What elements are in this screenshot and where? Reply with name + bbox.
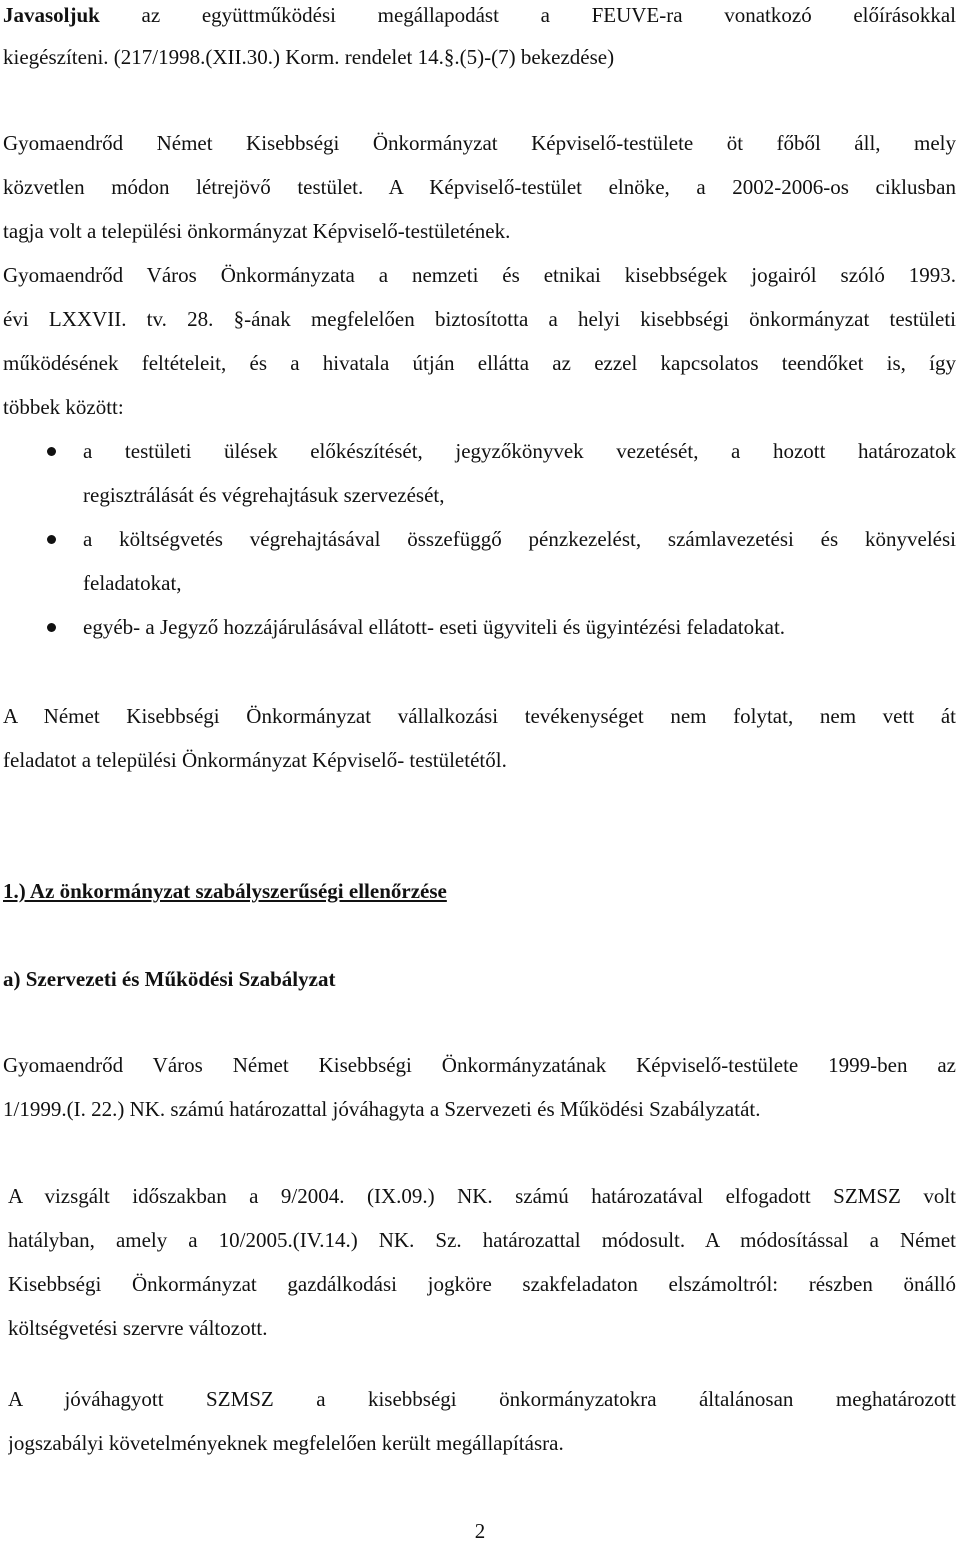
section-heading <box>3 876 956 906</box>
bullet-dot-icon <box>47 535 56 544</box>
bullet-item-line: regisztrálását és végrehajtásuk szervezését, <box>83 483 445 507</box>
bullet-dot-icon <box>47 447 56 456</box>
paragraph-2-line: tagja volt a települési önkormányzat Képviselő-testületének. <box>3 219 511 243</box>
paragraph-5-line: hatályban, amely a 10/2005.(IV.14.) NK. Sz. határozattal módosult. A módosítással a Német <box>8 1228 956 1252</box>
paragraph-2-line: Gyomaendrőd Város Önkormányzata a nemzeti és etnikai kisebbségek jogairól szóló 1993. <box>3 263 956 287</box>
paragraph-2-line: Gyomaendrőd Német Kisebbségi Önkormányzat Képviselő-testülete öt főből áll, mely <box>3 131 956 155</box>
paragraph-1-line-1 <box>3 0 956 30</box>
bullet-item-line: feladatokat, <box>83 571 182 595</box>
paragraph-1-line-2: kiegészíteni. (217/1998.(XII.30.) Korm. rendelet 14.§.(5)-(7) bekezdése) <box>3 45 615 69</box>
recommendation-keyword: Javasoljuk <box>3 3 100 27</box>
paragraph-2-line: működésének feltételeit, és a hivatala útján ellátta az ezzel kapcsolatos teendőket is, így <box>3 351 956 375</box>
bullet-item-line: a költségvetés végrehajtásával összefüggő pénzkezelést, számlavezetési és könyvelési <box>83 527 956 551</box>
paragraph-4-line: Gyomaendrőd Város Német Kisebbségi Önkormányzatának Képviselő-testülete 1999-ben az <box>3 1053 956 1077</box>
paragraph-3-line: A Német Kisebbségi Önkormányzat vállalkozási tevékenységet nem folytat, nem vett át <box>3 704 956 728</box>
paragraph-5-line: A vizsgált időszakban a 9/2004. (IX.09.) NK. számú határozatával elfogadott SZMSZ volt <box>8 1184 956 1208</box>
subsection-heading: a) Szervezeti és Működési Szabályzat <box>3 967 336 991</box>
bullet-item-line: egyéb- a Jegyző hozzájárulásával ellátott- eseti ügyviteli és ügyintézési feladatokat. <box>83 615 786 639</box>
section-heading-text: 1.) Az önkormányzat szabályszerűségi ellenőrzése <box>3 879 447 903</box>
paragraph-6-line: A jóváhagyott SZMSZ a kisebbségi önkormányzatokra általánosan meghatározott <box>8 1387 956 1411</box>
bullet-dot-icon <box>47 623 56 632</box>
paragraph-4-line: 1/1999.(I. 22.) NK. számú határozattal jóváhagyta a Szervezeti és Működési Szabályzatát. <box>3 1097 761 1121</box>
paragraph-2-line: évi LXXVII. tv. 28. §-ának megfelelően biztosította a helyi kisebbségi önkormányzat testületi <box>3 307 956 331</box>
bullet-item-line: a testületi ülések előkészítését, jegyzőkönyvek vezetését, a hozott határozatok <box>83 439 956 463</box>
paragraph-5-line: költségvetési szervre változott. <box>8 1316 268 1340</box>
page-number: 2 <box>474 1519 486 1543</box>
paragraph-6-line: jogszabályi követelményeknek megfelelően került megállapításra. <box>8 1431 564 1455</box>
paragraph-2-line: többek között: <box>3 395 124 419</box>
paragraph-1-line-1-text: az együttműködési megállapodást a FEUVE-ra vonatkozó előírásokkal <box>99 3 956 27</box>
paragraph-5-line: Kisebbségi Önkormányzat gazdálkodási jogköre szakfeladaton elszámoltról: részben önálló <box>8 1272 956 1296</box>
paragraph-2-line: közvetlen módon létrejövő testület. A Képviselő-testület elnöke, a 2002-2006-os ciklusban <box>3 175 956 199</box>
paragraph-3-line: feladatot a települési Önkormányzat Képviselő- testületétől. <box>3 748 507 772</box>
